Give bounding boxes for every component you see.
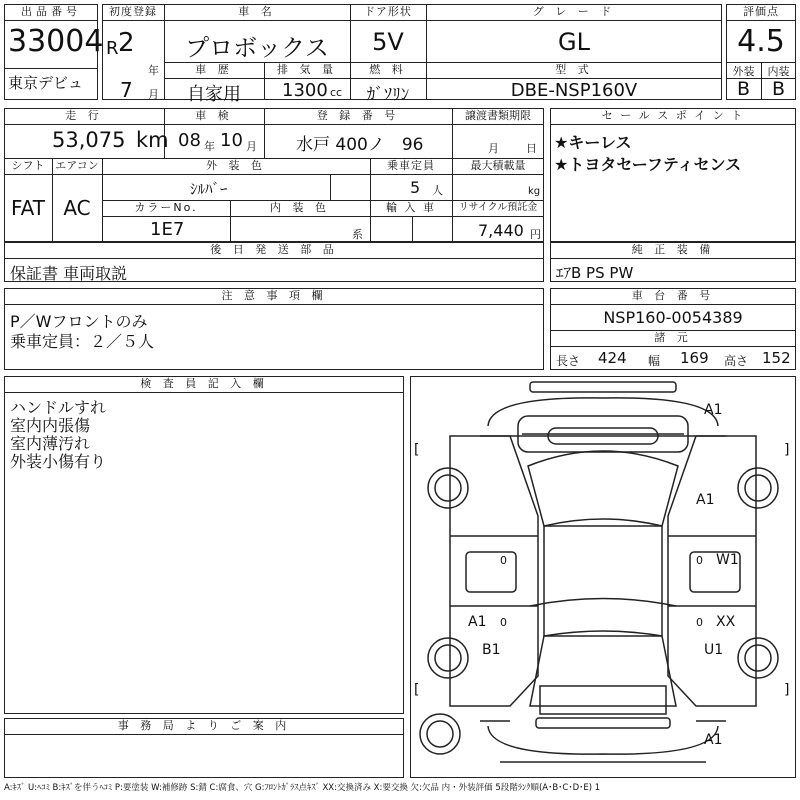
plate-number: 水戸 400ノ 96 (296, 135, 424, 155)
mark-left-front-door: A1 (468, 614, 487, 630)
history-label: 車 歴 (195, 63, 233, 76)
mark-left-rear-quarter: B1 (482, 642, 501, 658)
month-unit: 月 (148, 88, 159, 101)
insp-year-unit: 年 (204, 140, 215, 153)
fuel: ｶﾞｿﾘﾝ (366, 85, 410, 105)
sales-point-1: ★キーレス (554, 133, 632, 152)
mark-rear-bumper: A1 (704, 732, 723, 748)
office-label: 事 務 局 よ り ご 案 内 (117, 719, 291, 732)
chassis-label: 車 台 番 号 (631, 289, 715, 302)
sales-points-box (550, 108, 796, 242)
displacement: 1300 (282, 80, 328, 101)
recycle-label: リサイクル預託金 (458, 202, 538, 213)
width-value: 169 (680, 349, 709, 367)
door-zero-2: 0 (696, 554, 703, 567)
inspector-line-3: 室内薄汚れ (10, 434, 91, 453)
shift: FAT (10, 196, 45, 220)
later-parts-text: 保証書 車両取説 (10, 264, 128, 283)
height-label: 高さ (724, 354, 749, 368)
car-name: プロボックス (185, 34, 329, 62)
door-label: ドア形状 (364, 5, 412, 18)
mark-right-rear-quarter: U1 (704, 642, 724, 658)
displacement-label: 排 気 量 (277, 63, 337, 76)
bracket-left-bottom: [ (414, 682, 420, 698)
transfer-month: 月 (488, 142, 499, 155)
model-label: 型 式 (555, 63, 593, 76)
notes-line-1: P／Wフロントのみ (10, 312, 148, 331)
car-diagram (410, 376, 796, 778)
ext-color-label: 外 装 色 (206, 159, 266, 172)
mileage-label: 走 行 (65, 109, 103, 122)
import-label: 輸 入 車 (386, 201, 436, 214)
model-code: DBE-NSP160V (510, 80, 638, 101)
int-label: 内装 (767, 65, 790, 78)
ext-color: ｼﾙﾊﾞｰ (190, 180, 228, 198)
era: R (106, 38, 119, 59)
color-no-label: カラーNo. (134, 201, 198, 214)
notes-line-2: 乗車定員：２／５人 (10, 332, 155, 351)
equipment-text: ｴｱB PS PW (556, 264, 634, 282)
load-label: 最大積載量 (470, 159, 526, 172)
door-zero-3: 0 (500, 616, 507, 629)
insp-year: 08 (178, 130, 201, 151)
car-history: 自家用 (187, 84, 241, 105)
inspector-line-4: 外装小傷有り (10, 452, 107, 471)
reg-month: 7 (120, 78, 133, 102)
door-type: 5V (372, 28, 404, 56)
ac-label: エアコン (55, 159, 99, 172)
ext-label: 外装 (732, 65, 755, 78)
int-color-unit: 系 (352, 228, 363, 241)
lot-label: 出品番号 (21, 5, 81, 18)
transfer-day: 日 (526, 142, 537, 155)
yen-unit: 円 (530, 228, 541, 241)
transfer-label: 譲渡書類期限 (465, 109, 531, 122)
int-grade: B (771, 78, 786, 100)
score: 4.5 (737, 24, 785, 59)
door-zero-4: 0 (696, 616, 703, 629)
ext-grade: B (736, 78, 751, 100)
sales-point-2: ★トヨタセーフティセンス (554, 155, 742, 174)
insp-month: 10 (220, 130, 243, 151)
ac: AC (63, 196, 91, 220)
plate-label: 登 録 番 号 (316, 109, 400, 122)
door-zero-1: 0 (500, 554, 507, 567)
height-value: 152 (762, 349, 791, 367)
bracket-right-bottom: ] (784, 682, 790, 698)
lot-number: 33004 (8, 24, 104, 59)
capacity: 5 (410, 178, 421, 197)
mark-right-rear-door: W1 (716, 552, 739, 568)
mark-front-bumper: A1 (704, 402, 723, 418)
mark-right-rear-quarter-top: XX (716, 614, 736, 630)
mileage-unit: km (136, 128, 169, 152)
specs-label: 諸 元 (654, 331, 692, 344)
reg-label: 初度登録 (109, 5, 157, 18)
recycle-amount: 7,440 (478, 221, 524, 240)
cc-unit: cc (330, 86, 343, 99)
fuel-label: 燃 料 (369, 63, 407, 76)
inspection-label: 車 検 (195, 109, 233, 122)
reg-year: 2 (118, 28, 135, 58)
car-name-label: 車 名 (238, 5, 276, 18)
debut-label: 東京デビュ (8, 74, 84, 92)
load-unit: kg (528, 186, 541, 197)
grade: GL (558, 28, 590, 56)
shift-label: シフト (11, 159, 45, 172)
capacity-unit: 人 (432, 184, 443, 197)
inspector-label: 検 査 員 記 入 欄 (140, 377, 268, 390)
score-label: 評価点 (743, 5, 779, 18)
year-unit: 年 (148, 64, 159, 77)
bracket-right-top: ] (784, 442, 790, 458)
later-parts-label: 後 日 発 送 部 品 (210, 243, 338, 256)
legend: A:ｷｽﾞ U:ﾍｺﾐ B:ｷｽﾞを伴うﾍｺﾐ P:要塗装 W:補修跡 S:錆 C:腐食、穴 G:ﾌﾛﾝﾄｶﾞﾗｽ点ｷｽﾞ XX:交換済み X:要交換 欠:欠品 内・外装評価 5段階ﾗﾝｸ順(A･B･C･D･E) 1 (4, 783, 601, 793)
capacity-label: 乗車定員 (387, 159, 435, 172)
grade-label: グ レ ー ド (532, 5, 616, 18)
int-color-label: 内 装 色 (270, 201, 330, 214)
notes-label: 注 意 事 項 欄 (221, 289, 327, 302)
mark-right-front-fender: A1 (696, 492, 715, 508)
color-no: 1E7 (150, 219, 185, 240)
width-label: 幅 (648, 354, 661, 368)
insp-month-unit: 月 (246, 140, 257, 153)
bracket-left-top: [ (414, 442, 420, 458)
mileage: 53,075 (52, 128, 126, 152)
length-value: 424 (598, 349, 627, 367)
chassis-number: NSP160-0054389 (603, 308, 743, 327)
length-label: 長さ (556, 354, 581, 368)
equipment-label: 純 正 装 備 (631, 243, 715, 256)
sales-points-label: セ ー ル ス ポ イ ン ト (601, 109, 745, 122)
inspector-line-2: 室内内張傷 (10, 416, 91, 435)
inspector-line-1: ハンドルすれ (10, 398, 107, 417)
